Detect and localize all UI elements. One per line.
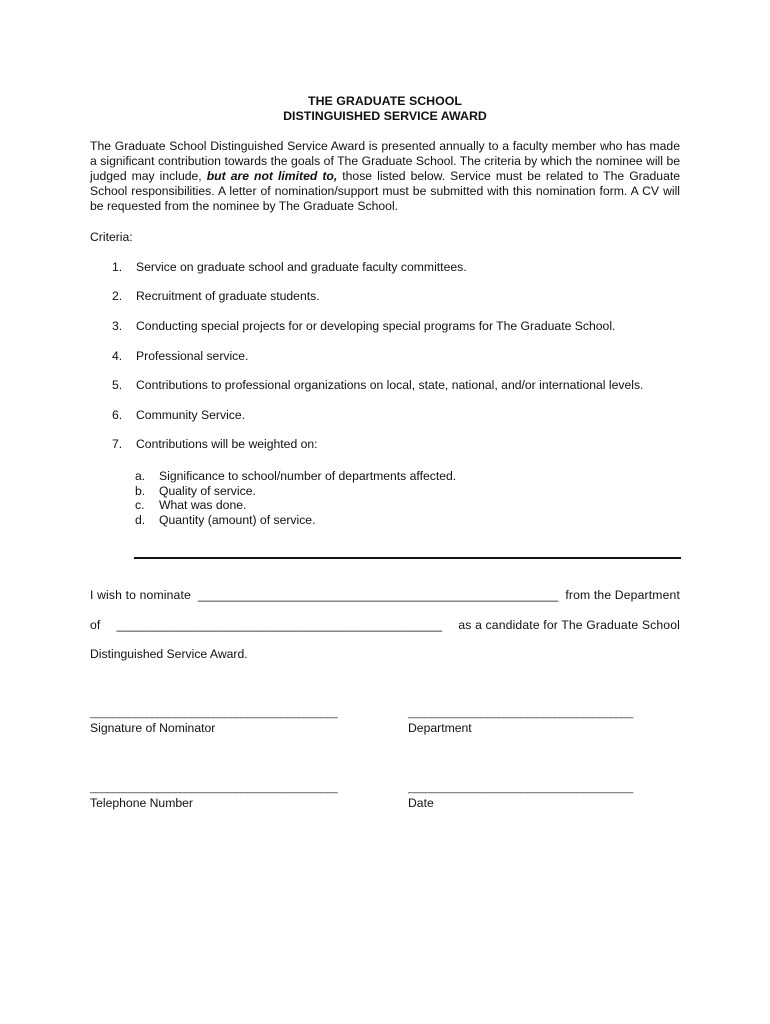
date-label: Date [408,796,434,810]
weighting-subitem [135,484,256,498]
intro-text-part2: those listed below. Service must be related to The Graduate School responsibilities. A letter of nomination/support must be submitted with this nomination form. A CV will be requested from the nominee by The Graduate School. [90,169,681,213]
weighting-subitem [135,469,456,483]
subitem-letter: a. [135,469,146,483]
award-name-line: Distinguished Service Award. [90,647,248,661]
item-text: Contributions to professional organizations on local, state, national, and/or international levels. [136,378,644,392]
criteria-item [112,437,692,451]
nominee-name-field[interactable]: ____________________________________________________ [198,588,559,602]
weighting-subitem [135,513,315,527]
item-number: 2. [112,289,123,303]
item-number: 1. [112,260,123,274]
award-title: DISTINGUISHED SERVICE AWARD [283,109,487,123]
department-label: Department [408,721,472,735]
subitem-text: What was done. [159,498,247,512]
subitem-letter: c. [135,498,145,512]
department-suffix: from the Department [565,588,680,602]
nominee-line [90,588,680,602]
intro-text-part1: The Graduate School Distinguished Service Award is presented annually to a faculty member who has made a significant contribution towards the goals of The Graduate School. The criteria by which the nominee will be judged may include, [90,139,680,183]
section-divider [134,557,681,559]
nominator-signature-label: Signature of Nominator [90,721,216,735]
telephone-field[interactable]: ____________________________________________ [90,782,338,794]
item-number: 3. [112,319,123,333]
telephone-label: Telephone Number [90,796,193,810]
date-field[interactable]: ________________________________________ [408,782,633,794]
subitem-letter: b. [135,484,146,498]
item-number: 4. [112,349,123,363]
criteria-item [112,378,692,392]
item-text: Conducting special projects for or developing special programs for The Graduate School. [136,319,616,333]
criteria-item [112,289,692,303]
subitem-text: Quantity (amount) of service. [159,513,316,527]
item-number: 5. [112,378,123,392]
department-signature-field[interactable]: ________________________________________ [408,707,633,719]
criteria-item [112,260,692,274]
department-line [90,618,680,632]
candidate-text: as a candidate for The Graduate School [458,618,680,632]
item-text: Professional service. [136,349,249,363]
subitem-text: Quality of service. [159,484,256,498]
intro-paragraph [90,139,680,214]
school-title: THE GRADUATE SCHOOL [308,94,462,108]
intro-emphasis: but are not limited to, [206,169,338,183]
criteria-label: Criteria: [90,230,133,244]
criteria-item [112,319,692,333]
subitem-letter: d. [135,513,146,527]
item-text: Recruitment of graduate students. [136,289,320,303]
nominee-department-field[interactable]: _______________________________________________ [116,618,443,632]
nominate-prefix: I wish to nominate [90,588,191,602]
nominator-signature-field[interactable]: ____________________________________________ [90,707,338,719]
item-text: Contributions will be weighted on: [136,437,318,451]
criteria-item [112,349,692,363]
subitem-text: Significance to school/number of departments affected. [159,469,457,483]
item-text: Community Service. [136,408,246,422]
criteria-item [112,408,692,422]
item-text: Service on graduate school and graduate faculty committees. [136,260,467,274]
item-number: 7. [112,437,123,451]
of-prefix: of [90,618,101,632]
item-number: 6. [112,408,123,422]
weighting-subitem [135,498,246,512]
